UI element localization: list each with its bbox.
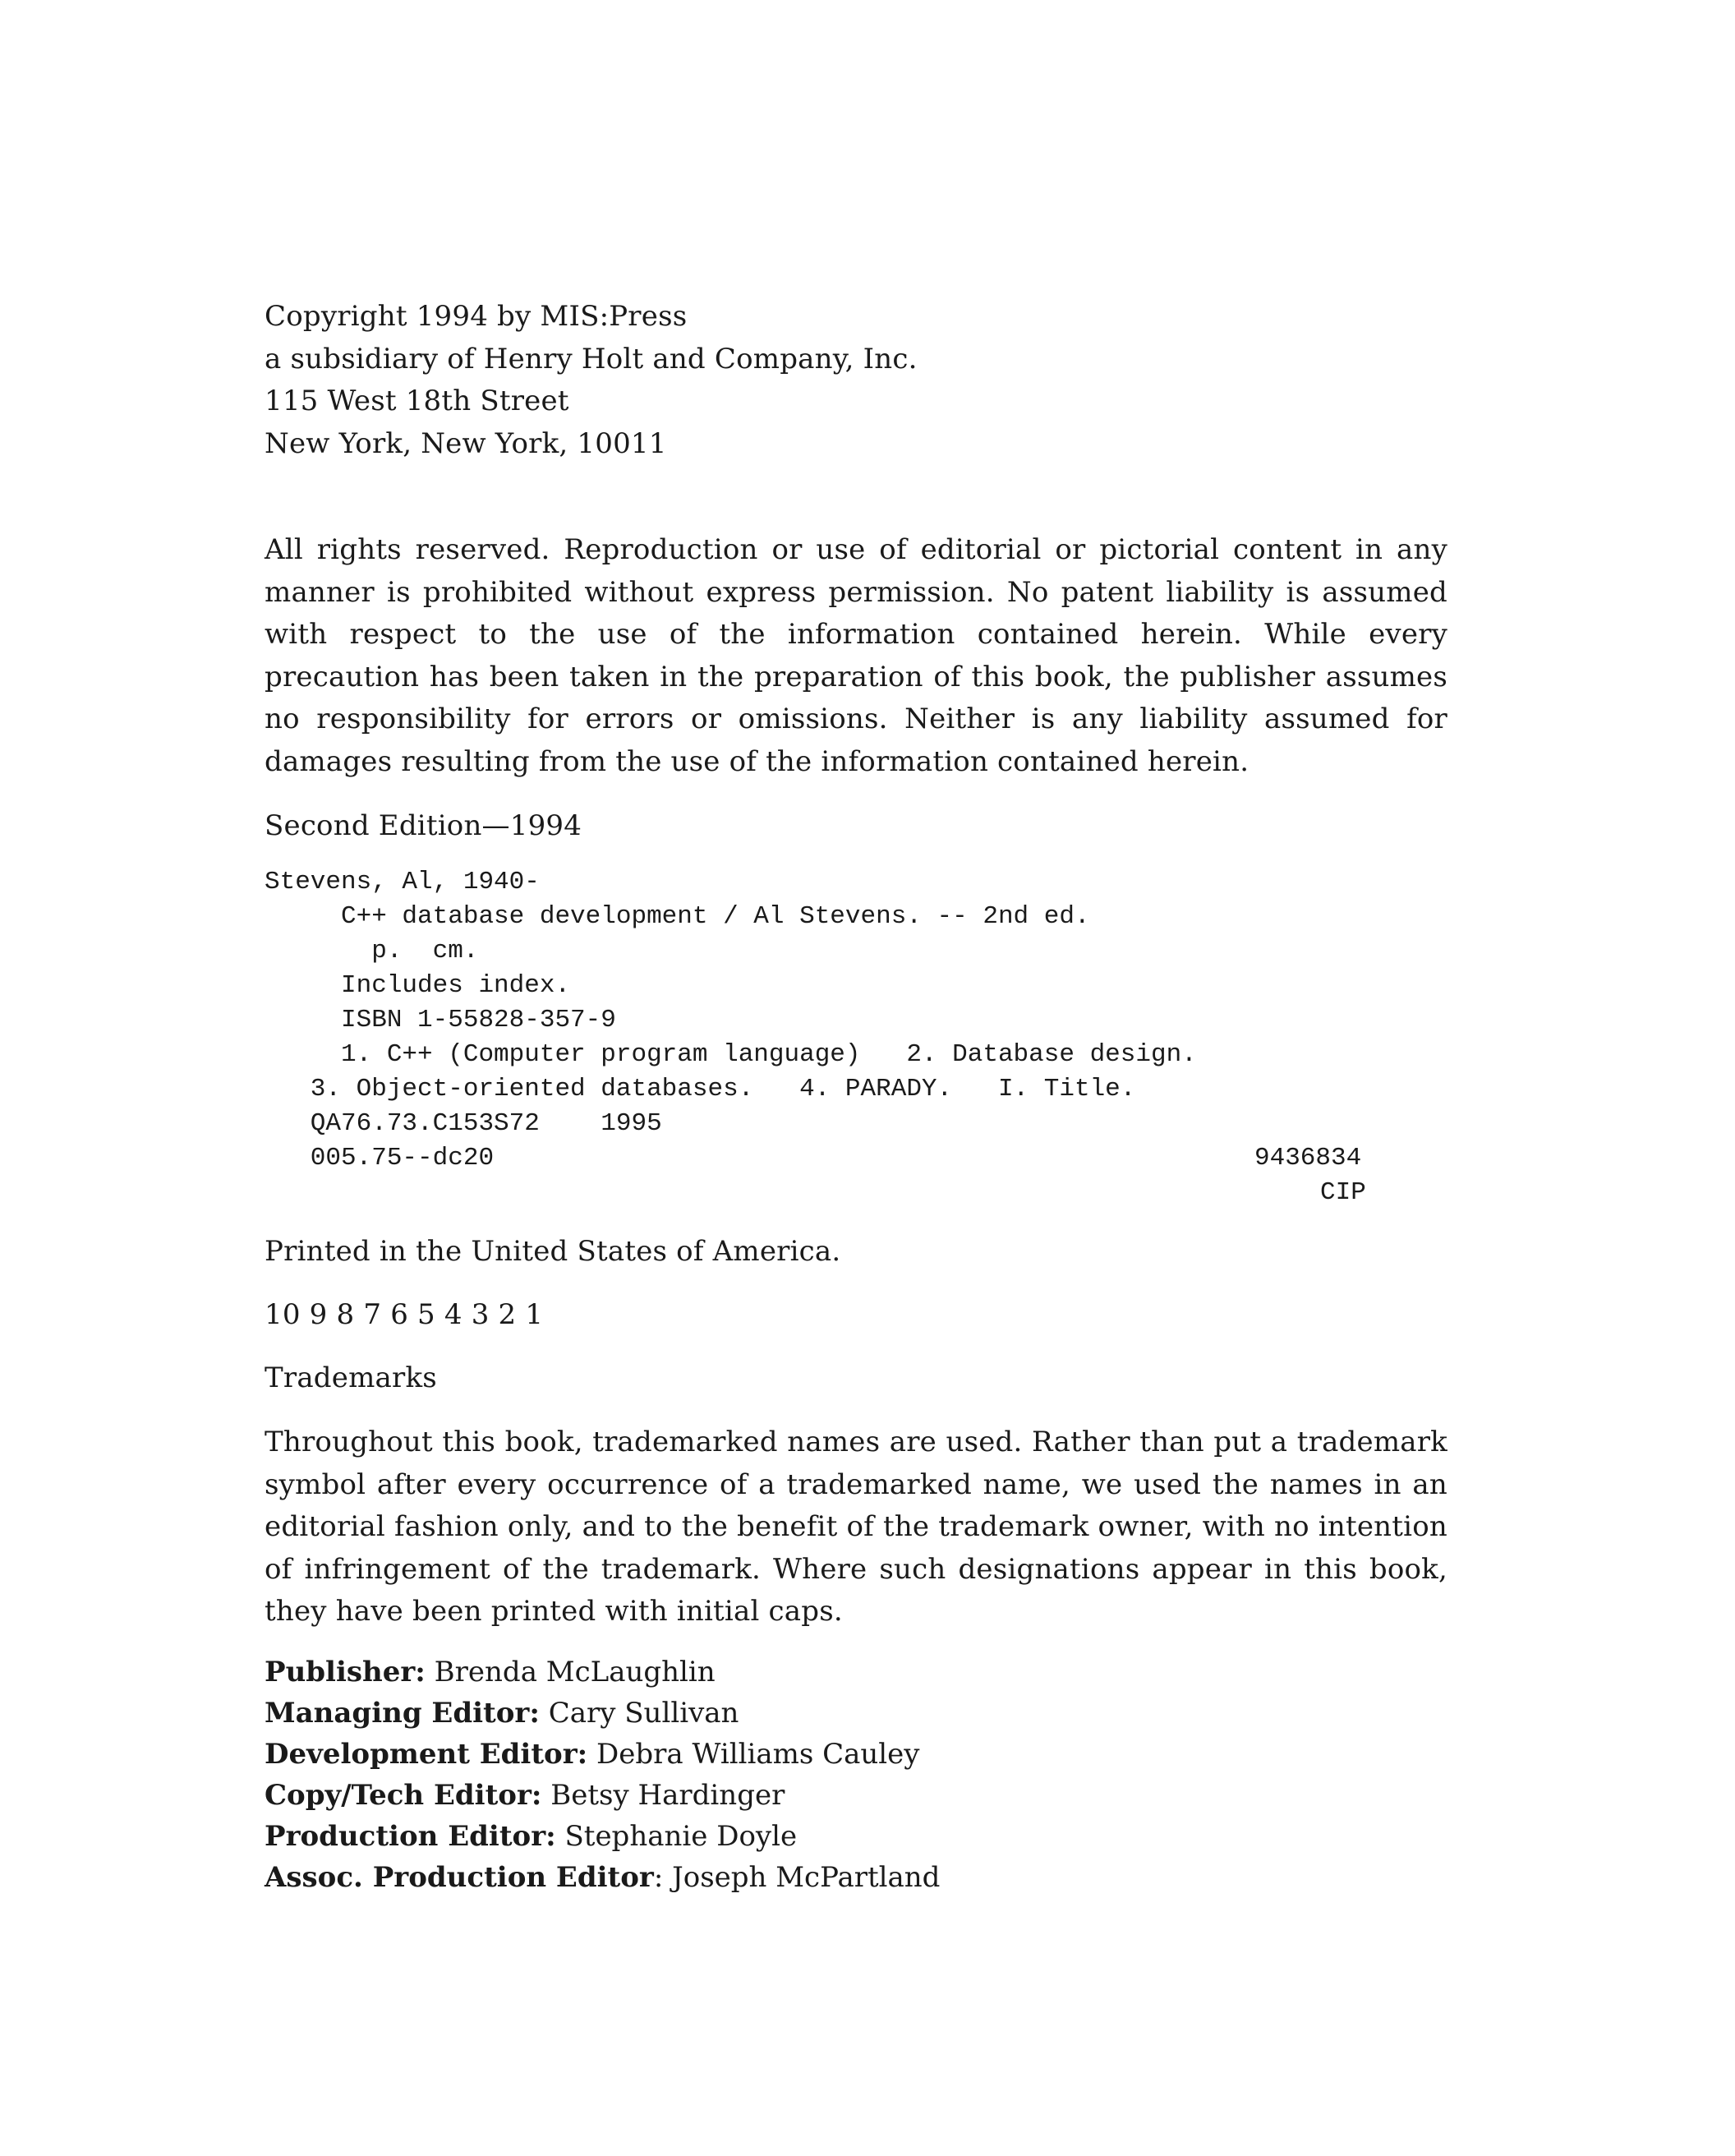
cip-line: 1. C++ (Computer program language) 2. Database design.	[265, 1040, 1197, 1069]
copyright-line: Copyright 1994 by MIS:Press	[265, 300, 688, 333]
credit-row	[265, 1693, 1415, 1734]
cip-line: C++ database development / Al Stevens. -- 2nd ed.	[265, 902, 1090, 931]
credit-row	[265, 1734, 1415, 1775]
city-line: New York, New York, 10011	[265, 426, 667, 460]
cip-line: p. cm.	[265, 937, 479, 965]
credit-role: Production Editor:	[265, 1820, 556, 1853]
credit-role: Development Editor:	[265, 1738, 588, 1771]
rights-paragraph: All rights reserved. Reproduction or use of editorial or pictorial content in any manner is prohibited without express permission. No patent liability is assumed with respect to the use of the information contained herein. While every precaution has been taken in the preparation of this book, the publisher assumes no responsibility for errors or omissions. Neither is any liability assumed for damages resulting from the use of the information contained herein.	[265, 533, 1447, 778]
cip-line: 3. Object-oriented databases. 4. PARADY. I. Title.	[265, 1075, 1136, 1103]
cip-line: QA76.73.C153S72 1995	[265, 1109, 662, 1138]
publisher-address	[265, 296, 1447, 465]
credit-row	[265, 1775, 1415, 1816]
cip-line: 005.75--dc20	[265, 1144, 495, 1172]
cip-line: Includes index.	[265, 971, 571, 1000]
cip-label: CIP	[1320, 1178, 1366, 1207]
credit-row	[265, 1652, 1415, 1693]
cip-control-number: 9436834	[1254, 1144, 1362, 1172]
credit-name: Brenda McLaughlin	[434, 1656, 716, 1688]
credit-row: Assoc. Production Editor: Joseph McPartland	[265, 1861, 941, 1894]
credits-list	[265, 1652, 1415, 1898]
credit-role: Managing Editor:	[265, 1697, 540, 1730]
credit-name: Stephanie Doyle	[564, 1820, 798, 1853]
credit-name: Joseph McPartland	[672, 1861, 941, 1894]
cip-line: ISBN 1-55828-357-9	[265, 1006, 616, 1034]
credit-name: Betsy Hardinger	[550, 1779, 785, 1812]
printed-in-line: Printed in the United States of America.	[265, 1235, 841, 1268]
edition-line: Second Edition—1994	[265, 809, 582, 842]
credit-role: Publisher:	[265, 1656, 426, 1688]
trademarks-heading: Trademarks	[265, 1361, 437, 1394]
subsidiary-line: a subsidiary of Henry Holt and Company, Inc.	[265, 342, 918, 375]
credit-role: Assoc. Production Editor	[265, 1861, 654, 1894]
credit-name: Cary Sullivan	[548, 1697, 739, 1730]
credit-role: Copy/Tech Editor:	[265, 1779, 542, 1812]
credit-name: Debra Williams Cauley	[596, 1738, 920, 1771]
credit-row	[265, 1816, 1415, 1857]
cip-line: Stevens, Al, 1940-	[265, 868, 540, 896]
trademarks-paragraph: Throughout this book, trademarked names are used. Rather than put a trademark symbol after every occurrence of a trademarked name, we used the names in an editorial fashion only, and to the benefit of the trademark owner, with no intention of infringement of the trademark. Where such designations appear in this book, they have been printed with initial caps.	[265, 1426, 1447, 1628]
cip-block	[265, 865, 1447, 1207]
printing-numbers: 10 9 8 7 6 5 4 3 2 1	[265, 1298, 544, 1331]
street-line: 115 West 18th Street	[265, 385, 569, 417]
